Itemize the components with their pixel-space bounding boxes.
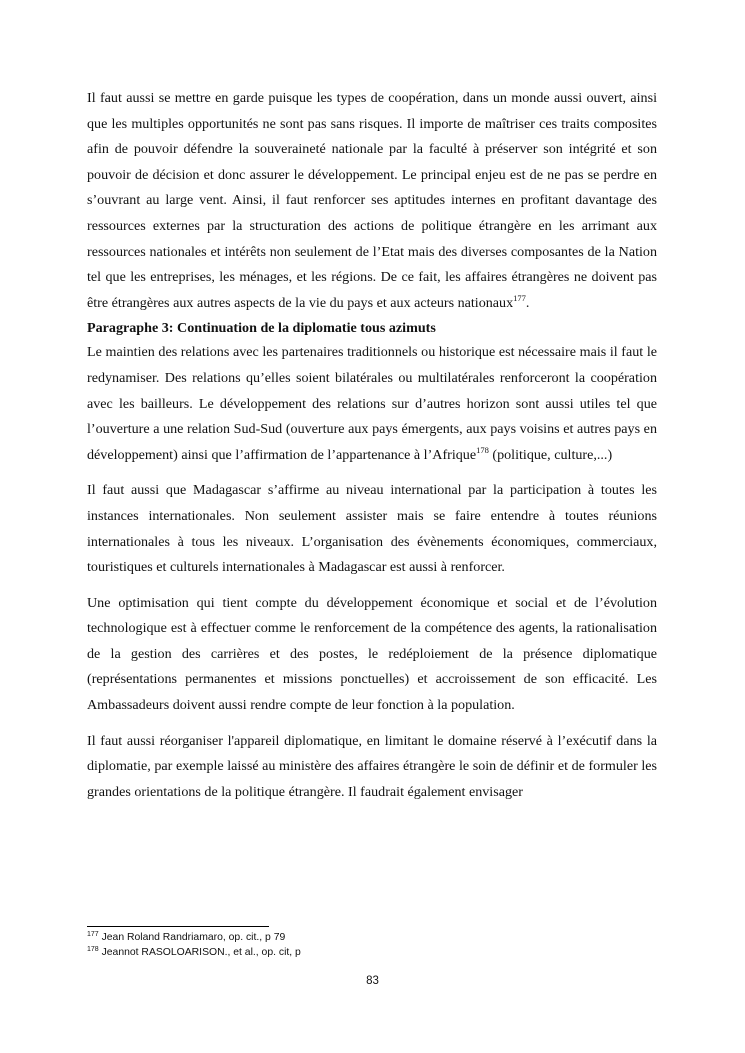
paragraph-1-end: . <box>525 294 530 311</box>
footnote-number: 178 <box>87 945 99 953</box>
paragraph-2 <box>87 340 657 468</box>
paragraph-1 <box>87 86 657 316</box>
page-number: 83 <box>366 975 379 987</box>
footnote-text: Jean Roland Randriamaro, op. cit., p 79 <box>98 932 286 943</box>
paragraph-5: Il faut aussi réorganiser l'appareil diplomatique, en limitant le domaine réservé à l’exécutif dans la diplomatie, par exemple laissé au ministère des affaires étrangère le soin de définir et de formuler les grandes orientations de la politique étrangère. Il faudrait également envisager <box>87 732 657 800</box>
footnote-number: 177 <box>87 931 99 938</box>
footnote-178 <box>87 946 301 961</box>
footnotes <box>87 931 301 960</box>
footnote-separator <box>87 926 269 927</box>
page-body <box>87 86 657 805</box>
paragraph-4: Une optimisation qui tient compte du développement économique et social et de l’évolution technologique est à effectuer comme le renforcement de la compétence des agents, la rationalisation de la gestion des carrières et des postes, le redéploiement de la présence diplomatique (représentations permanentes et missions ponctuelles) et accroissement de son efficacité. Les Ambassadeurs doivent aussi rendre compte de leur fonction à la population. <box>87 594 657 714</box>
footnote-ref-178[interactable]: 178 <box>476 444 489 455</box>
section-heading: Paragraphe 3: Continuation de la diplomatie tous azimuts <box>87 320 436 337</box>
footnote-ref-177[interactable]: 177 <box>513 292 526 303</box>
footnote-text: Jeannot RASOLOARISON., et al., op. cit, p <box>98 946 301 958</box>
paragraph-3: Il faut aussi que Madagascar s’affirme au niveau international par la participation à toutes les instances internationales. Non seulement assister mais se faire entendre à toutes réunions internationales à tous les niveaux. L’organisation des évènements économiques, commerciaux, touristiques et culturels internationales à Madagascar est aussi à renforcer. <box>87 482 657 576</box>
footnote-177 <box>87 931 301 946</box>
paragraph-1-text: Il faut aussi se mettre en garde puisque les types de coopération, dans un monde aussi ouvert, ainsi que les multiples opportunités ne sont pas sans risques. Il importe de maîtriser ces traits composites afin de pouvoir défendre la souveraineté nationale par la faculté à préserver son intégrité et son pouvoir de décision et donc assurer le développement. Le principal enjeu est de ne pas se perdre en s’ouvrant au large vent. Ainsi, il faut renforcer ses aptitudes internes en profitant davantage des ressources externes par la structuration des actions de politique étrangère en les arrimant aux ressources nationales et intérêts non seulement de l’Etat mais des diverses composantes de la Nation tel que les entreprises, les ménages, et les régions. De ce fait, les affaires étrangères ne doivent pas être étrangères aux autres aspects de la vie du pays et aux acteurs nationaux <box>87 90 657 311</box>
paragraph-2-end: (politique, culture,...) <box>488 446 613 463</box>
paragraph-2-text: Le maintien des relations avec les partenaires traditionnels ou historique est nécessaire mais il faut le redynamiser. Des relations qu’elles soient bilatérales ou multilatérales renforceront la coopération avec les bailleurs. Le développement des relations sur d’autres horizon sont aussi utiles tel que l’ouverture a une relation Sud-Sud (ouverture aux pays émergents, aux pays voisins et autres pays en développement) ainsi que l’affirmation de l’appartenance à l’Afrique <box>87 344 657 463</box>
